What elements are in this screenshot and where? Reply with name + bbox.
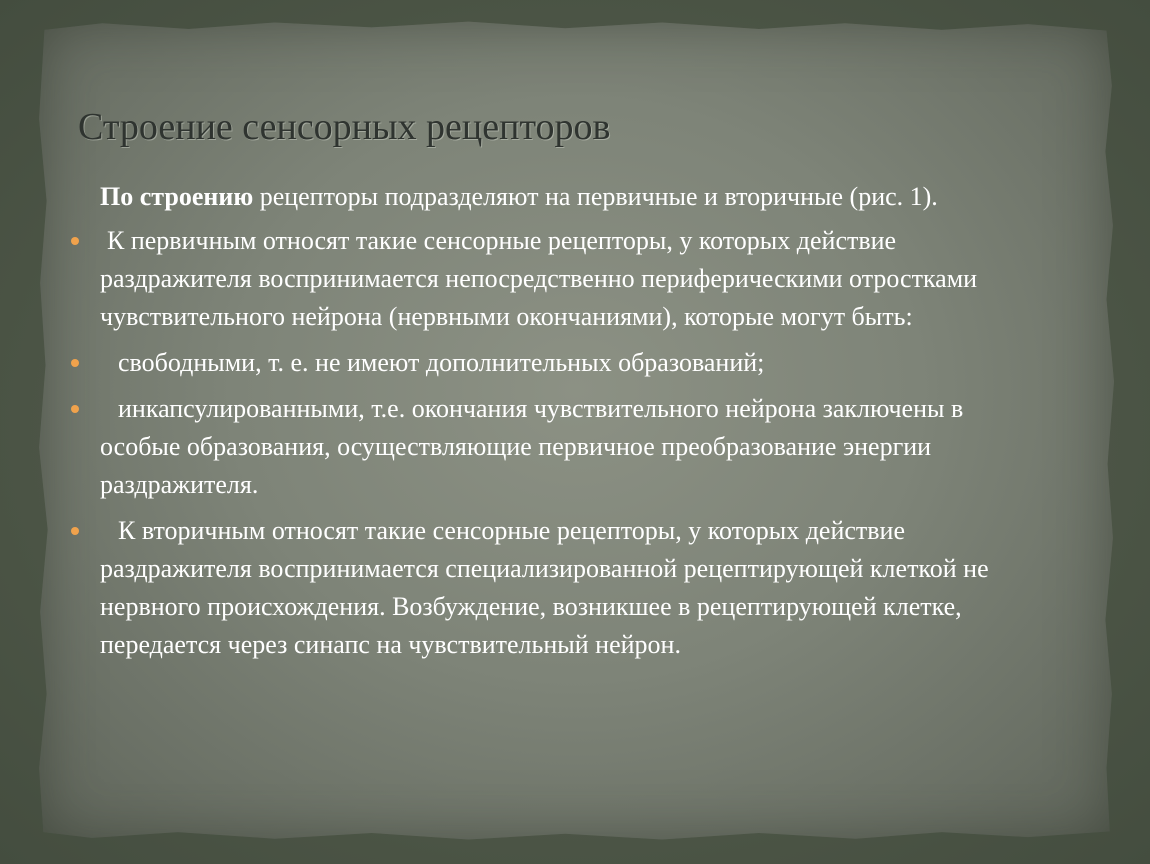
bullet-icon [71,527,79,535]
bullet-icon [71,359,79,367]
slide-body [100,178,1040,672]
bullet-text: свободными, т. е. не имеют дополнительных образований; [118,348,765,377]
intro-bold: По строению [100,182,254,211]
bullet-icon [71,237,79,245]
bullet-text: инкапсулированными, т.е. окончания чувствительного нейрона заключены в особые образования, осуществляющие первичное преобразование энергии раздражителя. [100,394,964,499]
bullet-item-free [100,344,1040,382]
bullet-icon [71,405,79,413]
bullet-item-primary [100,222,1040,336]
bullet-text: К первичным относят такие сенсорные рецепторы, у которых действие раздражителя воспринимается непосредственно периферическими отростками чувствительного нейрона (нервными окончаниями), которые могут быть: [100,226,978,331]
slide-title: Строение сенсорных рецепторов [78,106,611,148]
bullet-item-secondary [100,512,1040,664]
bullet-text: К вторичным относят такие сенсорные рецепторы, у которых действие раздражителя воспринимается специализированной рецептирующей клеткой не нервного происхождения. Возбуждение, возникшее в рецептирующей клетке, передается через синапс на чувствительный нейрон. [100,516,989,659]
bullet-item-encapsulated [100,390,1040,504]
intro-text: рецепторы подразделяют на первичные и вторичные (рис. 1). [253,182,938,211]
intro-paragraph [100,178,1040,216]
